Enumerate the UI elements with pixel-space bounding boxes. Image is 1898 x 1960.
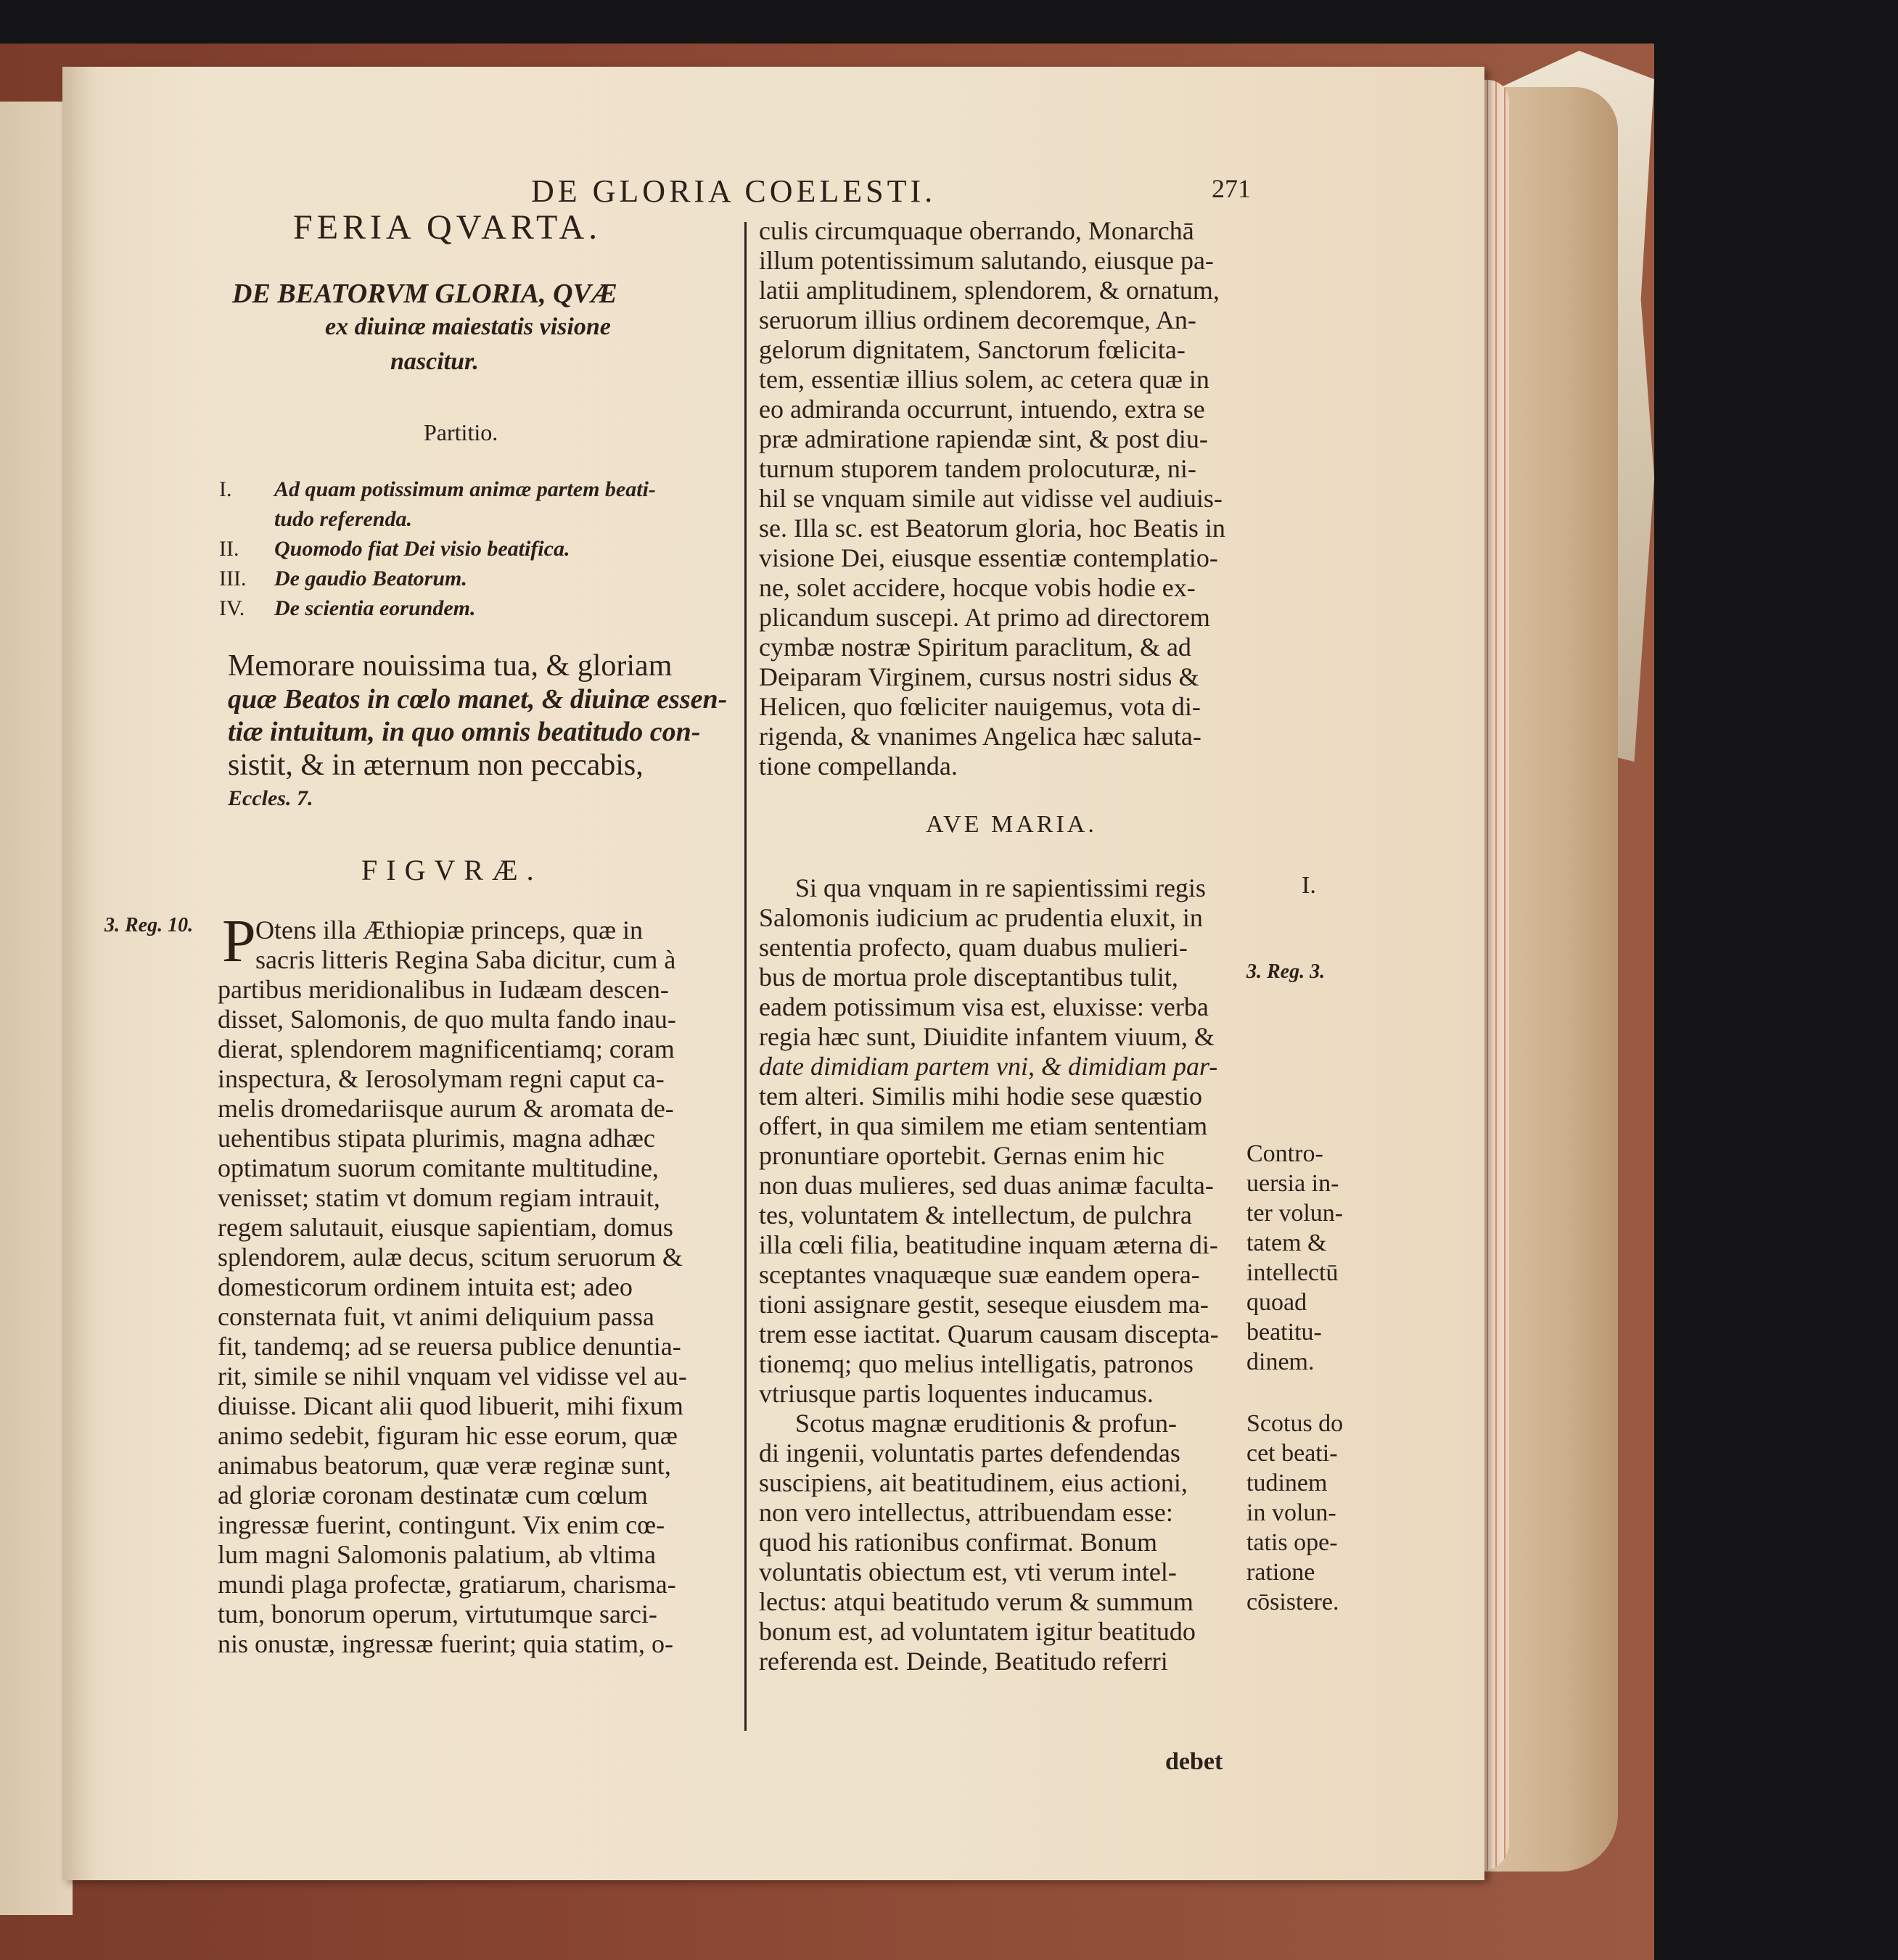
- text-line: non vero intellectus, attribuendam esse:: [759, 1498, 1173, 1527]
- epigraph-line: Memorare nouissima tua, & gloriam: [228, 649, 673, 683]
- text-line: plicandum suscepi. At primo ad directorem: [759, 603, 1210, 632]
- text-line: Otens illa Æthiopiæ princeps, quæ in: [255, 915, 643, 944]
- text-line: seruorum illius ordinem decoremque, An-: [759, 305, 1196, 334]
- text-line: dierat, splendorem magnificentiamq; coram: [218, 1034, 675, 1063]
- text-line: di ingenii, voluntatis partes defendendas: [759, 1438, 1180, 1467]
- text-line: tionemq; quo melius intelligatis, patronos: [759, 1349, 1194, 1378]
- text-line: cymbæ nostræ Spiritum paraclitum, & ad: [759, 633, 1191, 662]
- text-line: gelorum dignitatem, Sanctorum fœlicita-: [759, 335, 1186, 364]
- epigraph-line: Eccles. 7.: [228, 786, 313, 811]
- text-line: non duas mulieres, sed duas animæ faculta-: [759, 1171, 1214, 1200]
- margin-line: Scotus do: [1246, 1410, 1344, 1437]
- text-line: latii amplitudinem, splendorem, & ornatum,: [759, 276, 1220, 305]
- margin-line: dinem.: [1246, 1348, 1315, 1375]
- left-page-edge: [0, 102, 73, 1915]
- text-line: culis circumquaque oberrando, Monarchā: [759, 216, 1194, 245]
- text-line: præ admiratione rapiendæ sint, & post diu-: [759, 424, 1208, 453]
- left-column-opening: [255, 915, 675, 975]
- text-line: disset, Salomonis, de quo multa fando inau-: [218, 1005, 676, 1034]
- text-line: Si qua vnquam in re sapientissimi regis: [795, 873, 1206, 902]
- text-line: quod his rationibus confirmat. Bonum: [759, 1528, 1157, 1557]
- folio-number: 271: [1212, 174, 1251, 203]
- partitio-list: [219, 474, 656, 623]
- subheading-line-2: ex diuinæ maiestatis visione: [325, 313, 611, 340]
- text-line: Salomonis iudicium ac prudentia eluxit, in: [759, 903, 1203, 932]
- margin-line: tatem &: [1246, 1230, 1327, 1256]
- text-line: trem esse iactitat. Quarum causam discepta-: [759, 1319, 1219, 1348]
- partitio-item: I. Ad quam potissimum animæ partem beati-: [219, 477, 656, 501]
- text-line: sacris litteris Regina Saba dicitur, cum à: [255, 945, 676, 974]
- text-line: splendorem, aulæ decus, scitum seruorum &: [218, 1243, 683, 1272]
- text-line: domesticorum ordinem intuita est; adeo: [218, 1272, 633, 1301]
- text-line: se. Illa sc. est Beatorum gloria, hoc Beatis in: [759, 514, 1225, 543]
- margin-line: Contro-: [1246, 1140, 1323, 1167]
- catchword: debet: [1165, 1748, 1223, 1775]
- text-line: Scotus magnæ eruditionis & profun-: [795, 1409, 1177, 1438]
- margin-line: cet beati-: [1246, 1440, 1338, 1467]
- left-margin-reference: 3. Reg. 10.: [104, 914, 194, 936]
- epigraph-line: tiæ intuitum, in quo omnis beatitudo con-: [228, 717, 701, 748]
- text-line: consternata fuit, vt animi deliquium passa: [218, 1302, 654, 1331]
- text-line: lectus: atqui beatitudo verum & summum: [759, 1587, 1194, 1616]
- text-line: referenda est. Deinde, Beatitudo referri: [759, 1647, 1168, 1676]
- running-head: DE GLORIA COELESTI.: [531, 173, 937, 209]
- text-line: optimatum suorum comitante multitudine,: [218, 1153, 659, 1182]
- text-line: tioni assignare gestit, seseque eiusdem ma-: [759, 1290, 1209, 1319]
- text-line: offert, in qua similem me etiam sententiam: [759, 1111, 1208, 1140]
- partitio-label: Partitio.: [424, 419, 498, 445]
- text-line: tum, bonorum operum, virtutumque sarci-: [218, 1599, 657, 1628]
- margin-note-scotus: [1246, 1409, 1343, 1617]
- text-line: suscipiens, ait beatitudinem, eius actioni,: [759, 1468, 1188, 1497]
- book-page: [62, 67, 1484, 1880]
- text-line: pronuntiare oportebit. Gernas enim hic: [759, 1141, 1164, 1170]
- text-line: diuisse. Dicant alii quod libuerit, mihi fixum: [218, 1391, 683, 1420]
- text-line: tes, voluntatem & intellectum, de pulchra: [759, 1201, 1192, 1230]
- text-line: nis onustæ, ingressæ fuerint; quia statim, o-: [218, 1629, 673, 1658]
- text-line: eo admiranda occurrunt, intuendo, extra se: [759, 395, 1205, 424]
- right-margin-number: I.: [1302, 872, 1316, 899]
- text-line: tione compellanda.: [759, 752, 958, 781]
- left-column-text: [218, 975, 687, 1659]
- text-line: ingressæ fuerint, contingunt. Vix enim cœ-: [218, 1510, 665, 1539]
- text-line: fit, tandemq; ad se reuersa publice denuntia-: [218, 1332, 681, 1361]
- text-line: Helicen, quo fœliciter nauigemus, vota di-: [759, 692, 1201, 721]
- ave-maria-heading: AVE MARIA.: [926, 811, 1097, 838]
- margin-line: ratione: [1246, 1559, 1315, 1586]
- text-line: sententia profecto, quam duabus mulieri-: [759, 933, 1188, 962]
- margin-line: quoad: [1246, 1289, 1307, 1316]
- text-line: regem salutauit, eiusque sapientiam, domus: [218, 1213, 673, 1242]
- text-line: inspectura, & Ierosolymam regni caput ca-: [218, 1064, 665, 1093]
- partitio-item: tudo referenda.: [274, 507, 412, 531]
- text-line: illum potentissimum salutando, eiusque pa-: [759, 246, 1214, 275]
- text-line: mundi plaga profectæ, gratiarum, charisma-: [218, 1570, 676, 1599]
- text-line: animo sedebit, figuram hic esse eorum, quæ: [218, 1421, 678, 1450]
- text-line: visione Dei, eiusque essentiæ contemplatio-: [759, 543, 1218, 572]
- margin-note-controversy: [1246, 1139, 1343, 1377]
- text-line: venisset; statim vt domum regiam intrauit,: [218, 1183, 660, 1212]
- text-line: tem alteri. Similis mihi hodie sese quæstio: [759, 1082, 1202, 1111]
- text-line: rit, simile se nihil vnquam vel vidisse vel au-: [218, 1362, 687, 1391]
- text-line: rigenda, & vnanimes Angelica hæc saluta-: [759, 722, 1201, 751]
- text-line: melis dromedariisque aurum & aromata de-: [218, 1094, 674, 1123]
- text-line: voluntatis obiectum est, vti verum intel-: [759, 1557, 1177, 1586]
- partitio-item: III. De gaudio Beatorum.: [219, 567, 467, 590]
- margin-line: uersia in-: [1246, 1170, 1339, 1197]
- epigraph-line: quæ Beatos in cœlo manet, & diuinæ essen-: [228, 683, 728, 715]
- text-line: ad gloriæ coronam destinatæ cum cœlum: [218, 1481, 648, 1510]
- text-line: vtriusque partis loquentes inducamus.: [759, 1379, 1154, 1408]
- text-line: uehentibus stipata plurimis, magna adhæc: [218, 1124, 655, 1153]
- right-column-top: [759, 216, 1225, 781]
- margin-line: cōsistere.: [1246, 1589, 1339, 1615]
- margin-line: in volun-: [1246, 1499, 1336, 1526]
- text-line: Deiparam Virginem, cursus nostri sidus &: [759, 662, 1199, 691]
- text-line: hil se vnquam simile aut vidisse vel audiuis-: [759, 484, 1223, 513]
- text-line: lum magni Salomonis palatium, ab vltima: [218, 1540, 656, 1569]
- margin-line: beatitu-: [1246, 1319, 1322, 1346]
- column-rule: [744, 222, 747, 1731]
- epigraph-line: sistit, & in æternum non peccabis,: [228, 748, 644, 782]
- drop-cap: P: [222, 907, 256, 975]
- margin-line: intellectū: [1246, 1259, 1339, 1286]
- subheading-line-1: DE BEATORVM GLORIA, QVÆ: [232, 279, 617, 309]
- right-column-bottom: [759, 873, 1219, 1676]
- text-line: tem, essentiæ illius solem, ac cetera quæ in: [759, 365, 1209, 394]
- text-line: ne, solet accidere, hocque vobis hodie ex-: [759, 573, 1196, 602]
- text-line: eadem potissimum visa est, eluxisse: verba: [759, 992, 1209, 1021]
- text-line: partibus meridionalibus in Iudæam descen-: [218, 975, 669, 1004]
- subheading-line-3: nascitur.: [390, 348, 479, 375]
- text-line: bus de mortua prole disceptantibus tulit,: [759, 963, 1178, 992]
- right-margin-reference: 3. Reg. 3.: [1246, 960, 1326, 983]
- text-line: regia hæc sunt, Diuidite infantem viuum, &: [759, 1022, 1215, 1051]
- margin-line: tatis ope-: [1246, 1529, 1338, 1556]
- text-line: sceptantes vnaquæque suæ eandem opera-: [759, 1260, 1200, 1289]
- figurae-title: FIGVRÆ.: [361, 854, 543, 886]
- margin-line: tudinem: [1246, 1470, 1328, 1496]
- text-line: date dimidiam partem vni, & dimidiam par-: [759, 1052, 1218, 1081]
- partitio-item: IV. De scientia eorundem.: [219, 596, 476, 620]
- text-line: illa cœli filia, beatitudine inquam æterna di-: [759, 1230, 1218, 1259]
- feria-heading: FERIA QVARTA.: [293, 208, 602, 247]
- text-line: turnum stuporem tandem prolocuturæ, ni-: [759, 454, 1196, 483]
- partitio-item: II. Quomodo fiat Dei visio beatifica.: [219, 537, 570, 561]
- text-line: bonum est, ad voluntatem igitur beatitudo: [759, 1617, 1196, 1646]
- margin-line: ter volun-: [1246, 1200, 1344, 1227]
- text-line: animabus beatorum, quæ veræ reginæ sunt,: [218, 1451, 671, 1480]
- epigraph: [228, 650, 727, 815]
